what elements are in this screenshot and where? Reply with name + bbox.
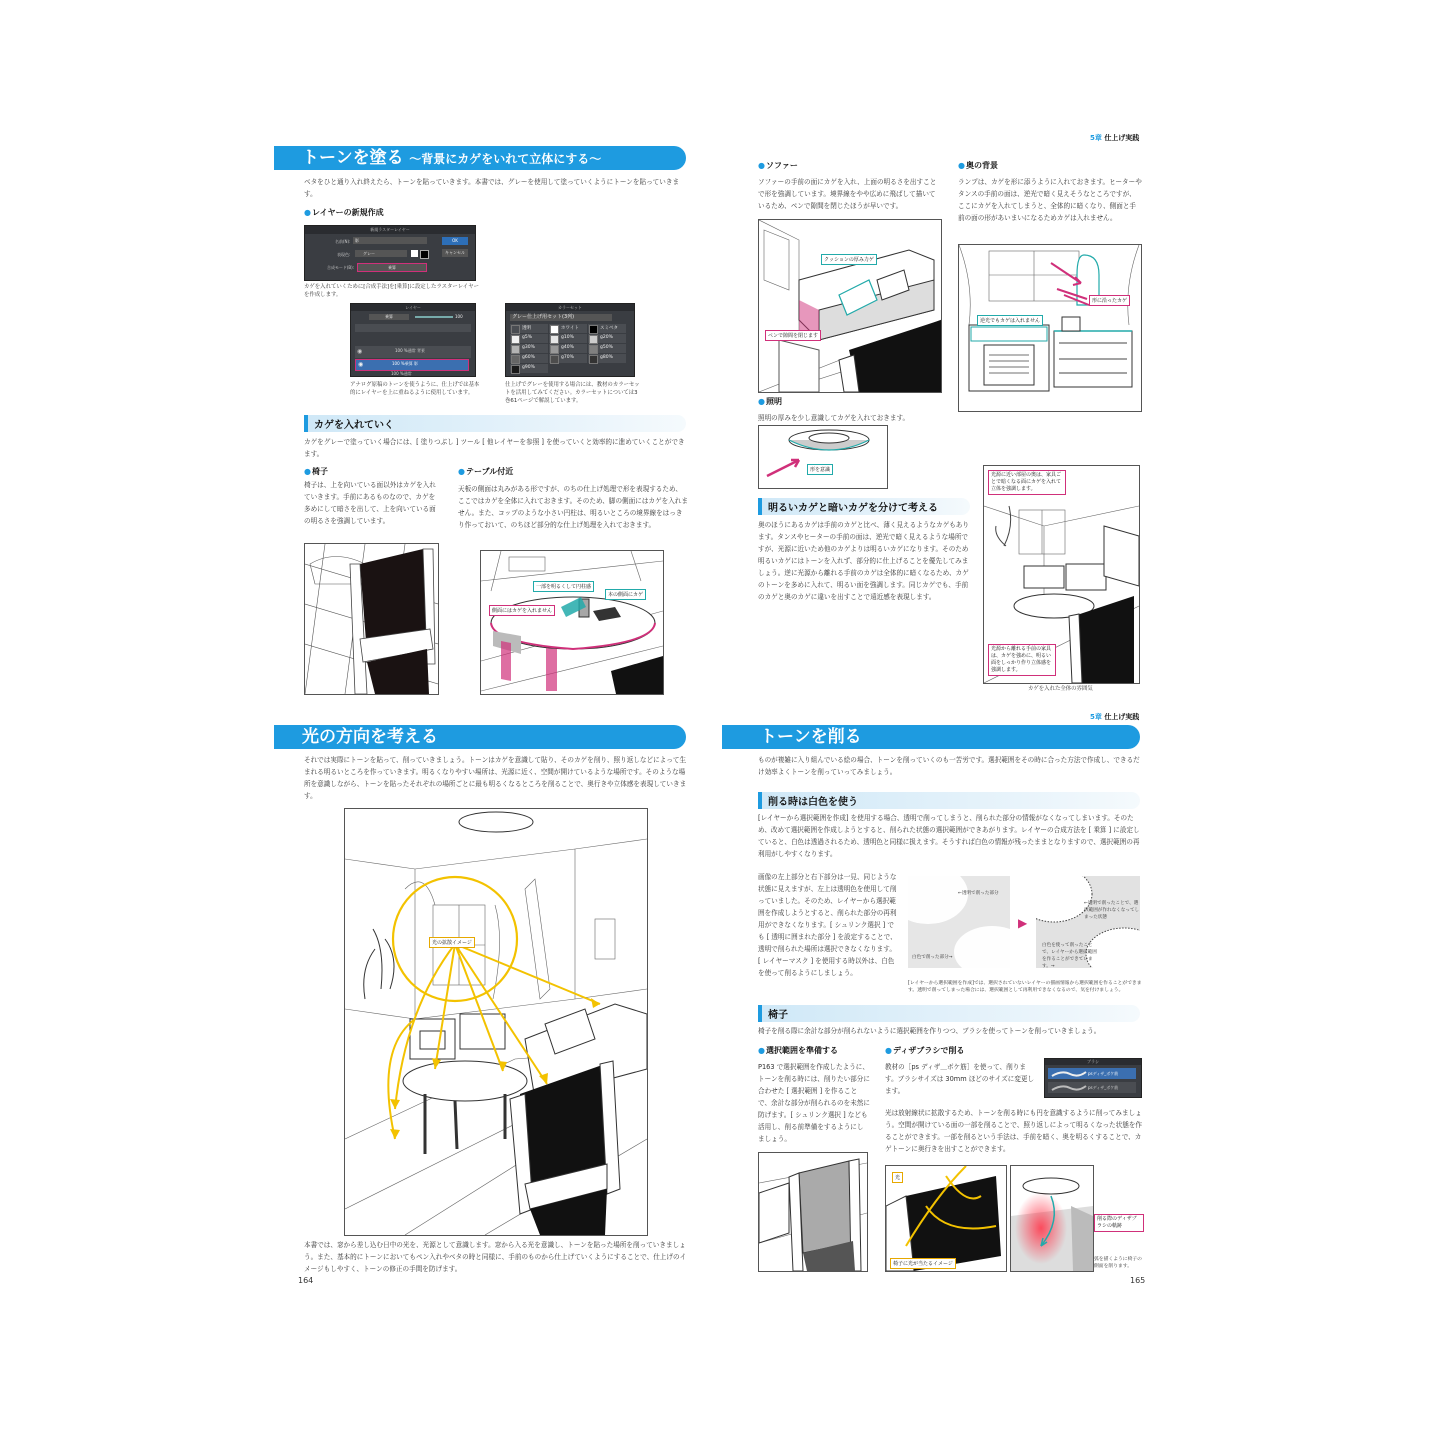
dialog-ok-button[interactable]: OK	[442, 237, 468, 245]
hikari-text2: 本書では、窓から差し込む日中の光を、光源として意識します。窓から入る光を意識し、トーンを貼った場所を削っていきましょう。また、基本的にトーンにおいてもペン入れやベタの時と同様に、手前のものから仕上げていくようにすることで、仕上げのイメージもしやすく、トーンの修正の手間を防げます。	[304, 1241, 687, 1273]
table-figure	[480, 550, 664, 695]
erase-left-tag-white: 白色で削った部分→	[912, 955, 953, 960]
dialog-color-swatch	[411, 250, 418, 257]
erase-compare-left	[908, 876, 1010, 968]
chair-select-illustration	[759, 1153, 867, 1271]
kage-section	[304, 415, 686, 432]
eye-icon[interactable]: ◉	[358, 361, 364, 368]
brush-panel	[1044, 1058, 1142, 1098]
back-tag-backlight: 逆光でもカゲは入れません	[977, 315, 1043, 326]
kage-section-title: カゲを入れていく	[314, 420, 394, 431]
table-tag-cylinder: 一部を明るくして円柱感	[533, 581, 594, 592]
tone-banner	[274, 146, 686, 170]
layer-blend-select: 乗算	[369, 314, 409, 320]
dialog-title: 新規ラスターレイヤー	[305, 226, 475, 234]
colorset-swatch[interactable]	[549, 344, 587, 353]
dither-illustration	[1011, 1166, 1093, 1271]
kezuru-banner-title: トーンを削る	[760, 727, 862, 747]
chair-illustration	[305, 544, 438, 694]
swatch-color	[589, 345, 598, 354]
running-header-top	[1090, 133, 1139, 143]
sofa-tag-pen: ペンで隙間を閉じます	[765, 330, 821, 341]
sofa-illustration	[759, 220, 941, 392]
colorset-swatch[interactable]	[510, 324, 548, 333]
overall-tag-back: 光源に近い部屋の奥は、家具ごとで暗くなる面にカゲを入れて立体を強調します。	[988, 470, 1066, 495]
caption-new-layer: カゲを入れていくために[合成手法]を[乗算]に設定したラスターレイヤーを作成します。	[304, 284, 479, 298]
layer-row-shadow[interactable]	[355, 359, 469, 371]
light-direction-figure	[344, 808, 648, 1236]
dither-figure	[1010, 1165, 1094, 1272]
swatch-color	[589, 335, 598, 344]
light-text: 照明の厚みを少し意識してカゲを入れておきます。	[758, 414, 910, 422]
brush-text2: 光は放射線状に拡散するため、トーンを削る時にも円を意識するように削ってみましょう。空間が開けている面の一部を削ることで、照り返しによって明るくなった状態を作ることができます。一部を削るという手法は、手前を暗く、奥を明るくすることで、カゲトーンに奥行きを出すことができます。	[885, 1109, 1143, 1153]
light-tag: 形を意識	[807, 464, 833, 475]
layer-heading: ● レイヤーの新規作成	[304, 207, 384, 218]
colorset-swatch[interactable]	[588, 334, 626, 343]
room-illustration	[345, 809, 647, 1235]
colorset-panel	[505, 303, 635, 377]
chapter-label: 5章	[1090, 713, 1102, 721]
light-spread-tag: 光の拡散イメージ	[429, 937, 475, 948]
chapter-label: 5章	[1090, 134, 1102, 142]
layer-row-label: 100 %乗算 影	[392, 361, 418, 366]
chair-light-illustration	[886, 1166, 1006, 1271]
swatch-label: g40%	[561, 345, 574, 350]
swatch-label: g50%	[600, 345, 613, 350]
dialog-color-select: グレー	[355, 250, 407, 257]
white-section-title: 削る時は白色を使う	[768, 797, 858, 808]
chair-light-tag: 椅子に光が当たるイメージ	[890, 1258, 956, 1269]
chapter-title: 仕上げ実践	[1104, 713, 1140, 721]
dialog-name-label: 名前(N):	[335, 239, 351, 244]
swatch-color	[550, 355, 559, 364]
colorset-select[interactable]: グレー仕上げ用セット(3列)	[510, 314, 612, 321]
ceiling-light-illustration	[759, 426, 887, 488]
eye-icon[interactable]: ◉	[357, 348, 363, 355]
layer-row-label: 100 %通常 背景	[395, 348, 425, 353]
light-label-tag: 光	[892, 1172, 903, 1183]
layer-opacity-value: 100	[455, 314, 463, 319]
colorset-swatch[interactable]	[510, 344, 548, 353]
hikari-text: それでは実際にトーンを貼って、削っていきましょう。トーンはカゲを意識して貼り、そのカゲを削り、照り返しなどによって生まれる明るいところを作っていきます。明るくなりやすい場所は、光源に近く、空間が開けているような場所です。そのような場所を意識しながら、トーンを貼ったそれぞれの場所ごとに最も明るくなるところを削ることで、奥行きや立体感を表現していきます。	[304, 756, 687, 800]
dither-circle-caption: 弧を描くように椅子の側面を削ります。	[1094, 1257, 1142, 1269]
layer-row-label-3: 100 %通常	[391, 371, 412, 376]
chair2-section-title: 椅子	[768, 1010, 788, 1021]
colorset-swatch[interactable]	[549, 334, 587, 343]
back-heading: ● 奥の背景	[958, 160, 998, 171]
chair2-text: 椅子を削る際に余計な部分が削られないように選択範囲を作りつつ、ブラシを使ってトーンを削っていきましょう。	[758, 1027, 1101, 1035]
caption-layer-panel: アナログ原稿のトーンを使うように、仕上げでは基本的にレイヤーを上に重ねるように使用しています。	[350, 382, 480, 396]
tone-banner-title: トーンを塗る	[302, 148, 404, 168]
brush-stroke-preview	[1050, 1068, 1088, 1079]
sel-heading: ● 選択範囲を準備する	[758, 1045, 838, 1056]
swatch-label: スミベタ	[600, 326, 618, 331]
dither-range-tag: 削る際のディザブラシの軌跡	[1094, 1214, 1144, 1232]
colorset-swatch[interactable]	[549, 354, 587, 363]
swatch-label: g70%	[561, 355, 574, 360]
brush-stroke-preview	[1050, 1082, 1088, 1093]
table-tag-book: 本の側面にカゲ	[605, 589, 646, 600]
page-number-left: 164	[298, 1276, 314, 1285]
sel-text: P163 で選択範囲を作成したように、トーンを削る時には、削りたい部分に合わせた [ 選択範囲 ] を作ることで、余計な部分が削られるのを未然に防げます。[ シュリンク選択 ] なども活用し、削る前準備をするようにしましょう。	[758, 1063, 870, 1143]
back-tag-form: 形に沿ったカゲ	[1089, 295, 1130, 306]
colorset-swatch[interactable]	[510, 334, 548, 343]
table-illustration	[481, 551, 663, 694]
swatch-label: g5%	[522, 335, 532, 340]
overall-figure	[983, 465, 1140, 684]
brush-heading: ● ディザブラシで削る	[885, 1045, 964, 1056]
brush-panel-title: ブラシ	[1045, 1059, 1141, 1065]
layer-panel	[350, 303, 476, 377]
brush-item-label: psディザ_ボケ筋	[1088, 1071, 1119, 1076]
new-layer-dialog	[304, 225, 476, 281]
swatch-label: g20%	[600, 335, 613, 340]
white-section	[758, 792, 1140, 809]
colorset-grid	[510, 324, 628, 374]
swatch-color	[511, 365, 520, 374]
table-text: 天板の側面は丸みがある形ですが、のちの仕上げ処理で形を表現するため、ここではカゲを全体に入れておきます。そのため、脚の側面にはカゲを入れません。また、コップのような小さい円柱は、明るいところの境界線をはっきり作っておいて、のちほど部分的な仕上げ処理を入れておきます。	[458, 485, 688, 529]
dialog-cancel-button[interactable]: キャンセル	[442, 249, 468, 257]
chair-light-figure	[885, 1165, 1007, 1272]
sofa-figure	[758, 219, 942, 393]
table-heading: ● テーブル付近	[458, 466, 513, 477]
back-figure	[958, 244, 1142, 412]
back-text: ランプは、カゲを形に添うように入れておきます。ヒーターやタンスの手前の面は、逆光で暗く見えそうなところですが、ここにカゲを入れてしまうと、全体的に暗くなり、側面と手前の面の形があいまいになるためカゲは入れません。	[958, 178, 1142, 222]
running-header-bottom	[1090, 712, 1139, 722]
swatch-color	[589, 325, 598, 334]
white-text: [レイヤーから選択範囲を作成] を使用する場合、透明で削ってしまうと、削られた部分の情報がなくなってしまいます。そのため、改めて選択範囲を作成しようとすると、削られた状態の選択範囲ができあがります。レイヤーの合成方法を [ 乗算 ] に設定していると、白色は透過されるため、透明色と同様に扱えます。そうすれば白色の情報が残ったままとなりますので、選択範囲の再利用がしやすくなります。	[758, 814, 1140, 858]
swatch-color	[550, 345, 559, 354]
hikari-banner	[274, 725, 686, 749]
chair-heading: ● 椅子	[304, 466, 328, 477]
light-heading: ● 照明	[758, 396, 782, 407]
swatch-label: g60%	[522, 355, 535, 360]
swatch-label: g90%	[522, 365, 535, 370]
kage-text: カゲをグレーで塗っていく場合には、[ 塗りつぶし ] ツール [ 他レイヤーを参照 ] を使っていくと効率的に進めていくことができます。	[304, 438, 685, 458]
dialog-blend-select: 乗算	[357, 263, 427, 272]
brush-item-1[interactable]	[1048, 1068, 1136, 1079]
bright-section	[758, 498, 970, 515]
erase-caption: [レイヤーから選択範囲を作成]では、選択されていないレイヤーの描画情報から選択範囲を作ることができます。透明で削ってしまった場合には、選択範囲として再利用できなくなるので、気を付けましょう。	[908, 981, 1142, 993]
overall-tag-front: 光源から離れる手前の家具は、カゲを強めに、明るい面をしっかり作り立体感を強調します。	[988, 644, 1056, 676]
erase-left-tag-transparent: ←透明で削った部分	[958, 891, 999, 896]
swatch-color	[511, 325, 520, 334]
colorset-swatch[interactable]	[588, 354, 626, 363]
colorset-swatch[interactable]	[510, 364, 548, 373]
table-tag-side: 側面にはカゲを入れません	[489, 605, 555, 616]
swatch-label: g30%	[522, 345, 535, 350]
swatch-color	[511, 335, 520, 344]
hikari-banner-title: 光の方向を考える	[302, 727, 438, 747]
colorset-swatch[interactable]	[510, 354, 548, 363]
brush-item-2[interactable]	[1048, 1082, 1136, 1093]
page-number-right: 165	[1130, 1276, 1146, 1285]
layer-panel-title: レイヤー	[351, 304, 475, 311]
erase-compare-right	[1036, 876, 1140, 968]
swatch-label: g10%	[561, 335, 574, 340]
tone-banner-subtitle: ～背景にカゲをいれて立体にする～	[409, 152, 602, 166]
bright-section-title: 明るいカゲと暗いカゲを分けて考える	[768, 503, 938, 514]
swatch-label: 透明	[522, 326, 531, 331]
swatch-color	[511, 355, 520, 364]
chair-text: 椅子は、上を向いている面以外はカゲを入れていきます。手前にあるものなので、カゲを多めにして暗さを出して、上を向いている面の明るさを強調しています。	[304, 481, 436, 525]
sofa-heading: ● ソファー	[758, 160, 798, 171]
colorset-swatch[interactable]	[549, 324, 587, 333]
swatch-color	[550, 335, 559, 344]
layer-toolbar	[355, 324, 471, 332]
layer-row-background[interactable]	[355, 346, 471, 358]
swatch-label: g80%	[600, 355, 613, 360]
colorset-swatch[interactable]	[588, 324, 626, 333]
dialog-color-label: 表現色:	[337, 252, 351, 257]
swatch-label: ホワイト	[561, 326, 579, 331]
kezuru-banner	[722, 725, 1140, 749]
brush-text: 教材の［ps ディザ＿ボケ筋］を使って、削ります。ブラシサイズは 30mm ほどのサイズに変更します。	[885, 1063, 1035, 1095]
sofa-tag-cushion: クッションの厚み力ゲ	[821, 254, 877, 265]
erase-right-tag-transparent: ←透明で削ったことで、選択範囲が作れなくなってしまった状態	[1084, 901, 1140, 920]
sofa-text: ソファーの手前の面にカゲを入れ、上面の明るさを出すことで形を強調しています。境界線をやや広めに飛ばして描いているため、ペンで隙間を閉じたほうが早いです。	[758, 178, 937, 210]
bright-text: 奥のほうにあるカゲは手前のカゲと比べ、薄く見えるようなカゲもあります。タンスやヒーターの手前の面は、逆光で暗く見えるような場所ですが、光源に近いため他のカゲよりは明るいカゲになります。そのため明るいカゲにはトーンを入れず、部分的に仕上げることを優先してみましょう。逆に光源から離れる手前のカゲは全体的に暗くなるため、カゲのトーンを多めに入れて、明るい面を強調します。同じカゲでも、手前のカゲと奥のカゲに違いを出すことで遠近感を表現します。	[758, 521, 969, 601]
colorset-title: カラーセット	[506, 304, 634, 311]
arrow-right-icon: ▶	[1018, 916, 1028, 930]
swatch-color	[589, 355, 598, 364]
white-side-text: 画像の左上部分と右下部分は一見、同じような状態に見えますが、左上は透明色を使用して削っていました。そのため、レイヤーから選択範囲を作成しようとすると、削られた部分の再利用ができなくなります。[ シュリンク選択 ] でも [ 透明に囲まれた部分 ] を設定することで、透明で削られた場所は選択できなくなります。[ レイヤーマスク ] を使用する時以外は、白色を使って削るようにしましょう。	[758, 873, 897, 977]
chair-figure	[304, 543, 439, 695]
layer-opacity-slider[interactable]	[415, 316, 453, 318]
back-illustration	[959, 245, 1141, 411]
ceiling-light-figure	[758, 425, 888, 489]
swatch-color	[550, 325, 559, 334]
dialog-color-swatch-dark	[420, 250, 429, 259]
colorset-swatch[interactable]	[588, 344, 626, 353]
chair2-section	[758, 1005, 1140, 1022]
caption-colorset: 仕上げでグレーを使用する場合には、教材のカラーセットを活用してみてください。カラーセットについては3巻61ページで解説しています。	[505, 382, 640, 404]
brush-item-label: psディザ_ボケ筋	[1088, 1085, 1119, 1090]
overall-caption: カゲを入れた全体の雰囲気	[1028, 686, 1093, 692]
dialog-blend-label: 合成モード(B):	[327, 265, 355, 270]
tone-intro: ベタをひと通り入れ終えたら、トーンを貼っていきます。本書では、グレーを使用して塗っていくようにトーンを貼っていきます。	[304, 178, 680, 198]
chapter-title: 仕上げ実践	[1104, 134, 1140, 142]
chair-select-figure	[758, 1152, 868, 1272]
dialog-name-field: 影	[353, 237, 427, 244]
kezuru-text: ものが複雑に入り組んでいる絵の場合、トーンを削っていくのも一苦労です。選択範囲をその時に合った方法で作成し、できるだけ効率よくトーンを削っていってみましょう。	[758, 756, 1140, 776]
swatch-color	[511, 345, 520, 354]
erase-right-tag-white: 白色を使って削ったことで、レイヤーから選択範囲を作ることができています。→	[1042, 943, 1097, 968]
